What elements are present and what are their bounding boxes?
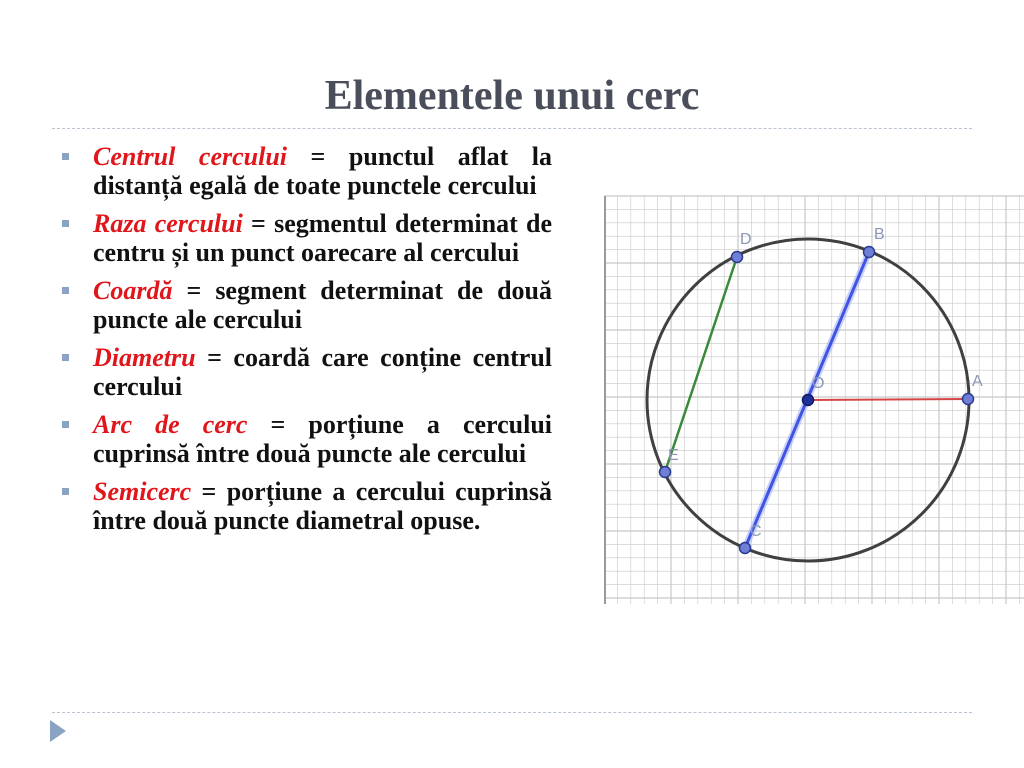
next-slide-arrow-icon[interactable] [50,720,66,742]
definition-text: = coardă care conține centrul cercului [93,343,552,401]
point-d [732,252,743,263]
definition-term: Coardă [93,276,173,305]
definition-term: Centrul cercului [93,142,288,171]
point-a [963,394,974,405]
square-bullet-icon [62,488,69,495]
label-o: O [812,375,825,392]
definition-list [62,142,552,544]
definition-term: Arc de cerc [93,410,248,439]
definition-term: Raza cercului [93,209,243,238]
definition-item [62,209,552,267]
label-b: B [874,226,885,243]
square-bullet-icon [62,153,69,160]
square-bullet-icon [62,220,69,227]
slide-title: Elementele unui cerc [324,73,700,119]
definition-item [62,142,552,200]
radius-oa [808,399,968,400]
definition-text: = porțiune a cercului cuprinsă între două puncte ale cercului [93,410,553,468]
point-o [803,395,814,406]
definition-text: = segment determinat de două puncte ale cercului [93,276,552,334]
circle-diagram-canvas [604,188,1024,604]
square-bullet-icon [62,287,69,294]
circle-diagram [604,188,1024,604]
label-c: C [750,523,762,540]
square-bullet-icon [62,421,69,428]
definition-item [62,477,552,535]
label-d: D [740,231,752,248]
definition-term: Diametru [93,343,196,372]
square-bullet-icon [62,354,69,361]
label-a: A [972,373,983,390]
point-c [740,543,751,554]
point-e [660,467,671,478]
definition-item [62,276,552,334]
definition-text: = segmentul determinat de centru și un punct oarecare al cercului [93,209,552,267]
definition-item [62,410,552,468]
diagram-background [604,188,1024,604]
definition-term: Semicerc [93,477,192,506]
label-e: E [668,447,679,464]
title-divider [52,128,972,129]
point-b [864,247,875,258]
footer-divider [52,712,972,713]
definition-item [62,343,552,401]
definition-text: = punctul aflat la distanță egală de toate punctele cercului [93,142,552,200]
definition-text: = porțiune a cercului cuprinsă între două puncte diametral opuse. [93,477,552,535]
